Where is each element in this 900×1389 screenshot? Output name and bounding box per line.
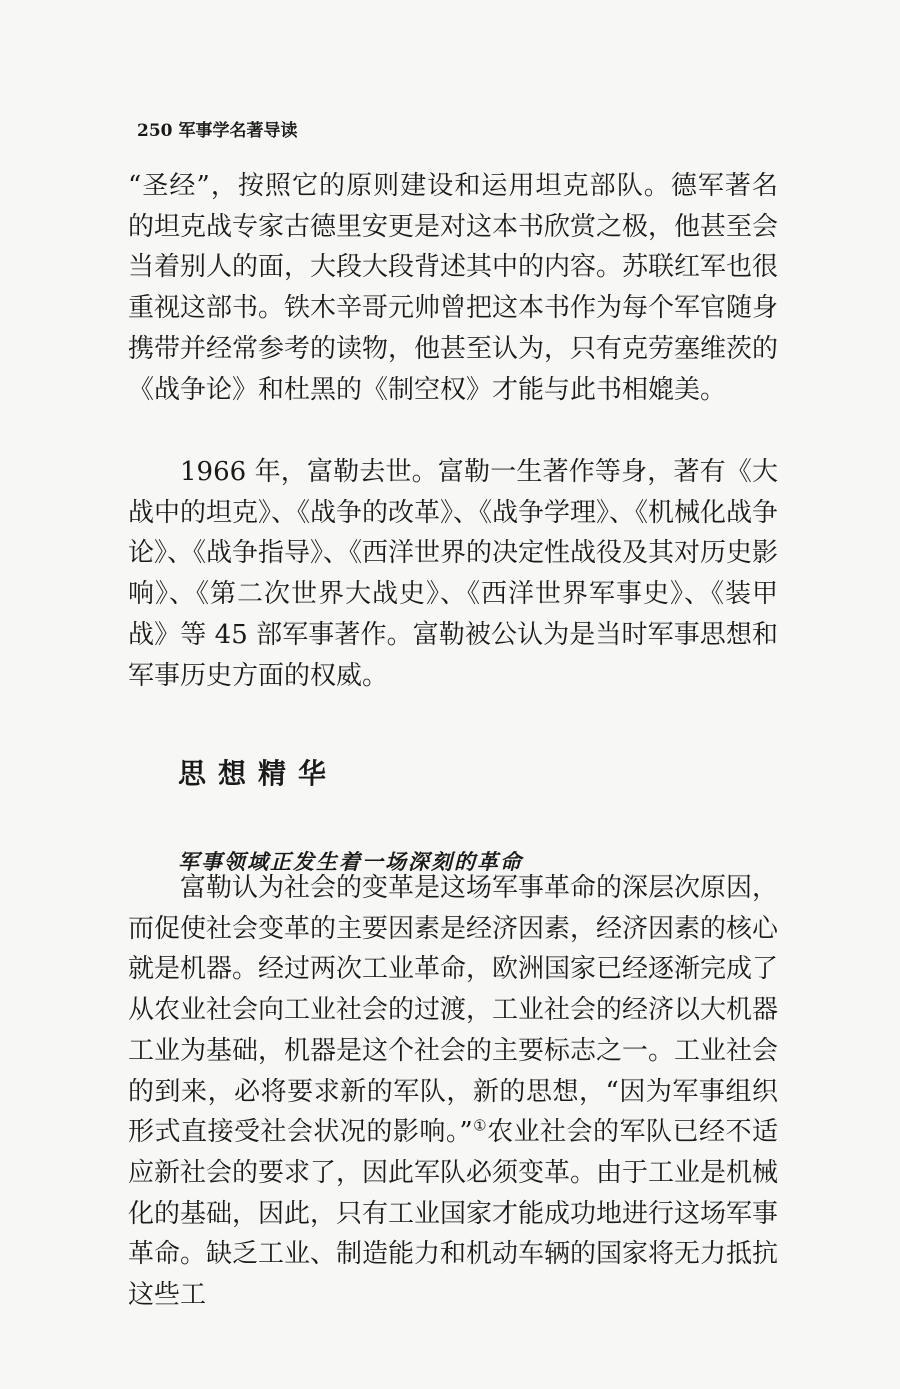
section-title: 思想精华 [178, 757, 339, 790]
running-header [137, 116, 298, 141]
paragraph-2: 1966 年，富勒去世。富勒一生著作等身，著有《大战中的坦克》、《战争的改革》、《战争学理》、《机械化战争论》、《战争指导》、《西洋世界的决定性战役及其对历史影响》、《第二次世界大战史》、《西洋世界军事史》、《装甲战》等 45 部军事著作。富勒被公认为是当时军事思想和军事历史方面的权威。 [128, 457, 779, 691]
section-subtitle: 军事领域正发生着一场深刻的革命 [178, 849, 523, 874]
book-title: 军事学名著导读 [178, 121, 298, 141]
footnote-marker[interactable]: ① [472, 1116, 488, 1135]
paragraph-3 [128, 868, 778, 1316]
paragraph-3-text-b: 农业社会的军队已经不适应新社会的要求了，因此军队必须变革。由于工业是机械化的基础，因此，只有工业国家才能成功地进行这场军事革命。缺乏工业、制造能力和机动车辆的国家将无力抵抗这些工 [128, 1117, 779, 1311]
paragraph-3-text-a: 富勒认为社会的变革是这场军事革命的深层次原因，而促使社会变革的主要因素是经济因素，经济因素的核心就是机器。经过两次工业革命，欧洲国家已经逐渐完成了从农业社会向工业社会的过渡，工业社会的经济以大机器工业为基础，机器是这个社会的主要标志之一。工业社会的到来，必将要求新的军队，新的思想，“因为军事组织形式直接受社会状况的影响。” [128, 873, 779, 1148]
paragraph-1: “圣经”，按照它的原则建设和运用坦克部队。德军著名的坦克战专家古德里安更是对这本书欣赏之极，他甚至会当着别人的面，大段大段背述其中的内容。苏联红军也很重视这部书。铁木辛哥元帅曾把这本书作为每个军官随身携带并经常参考的读物，他甚至认为，只有克劳塞维茨的《战争论》和杜黑的《制空权》才能与此书相媲美。 [128, 171, 779, 405]
page-number: 250 [137, 121, 173, 141]
